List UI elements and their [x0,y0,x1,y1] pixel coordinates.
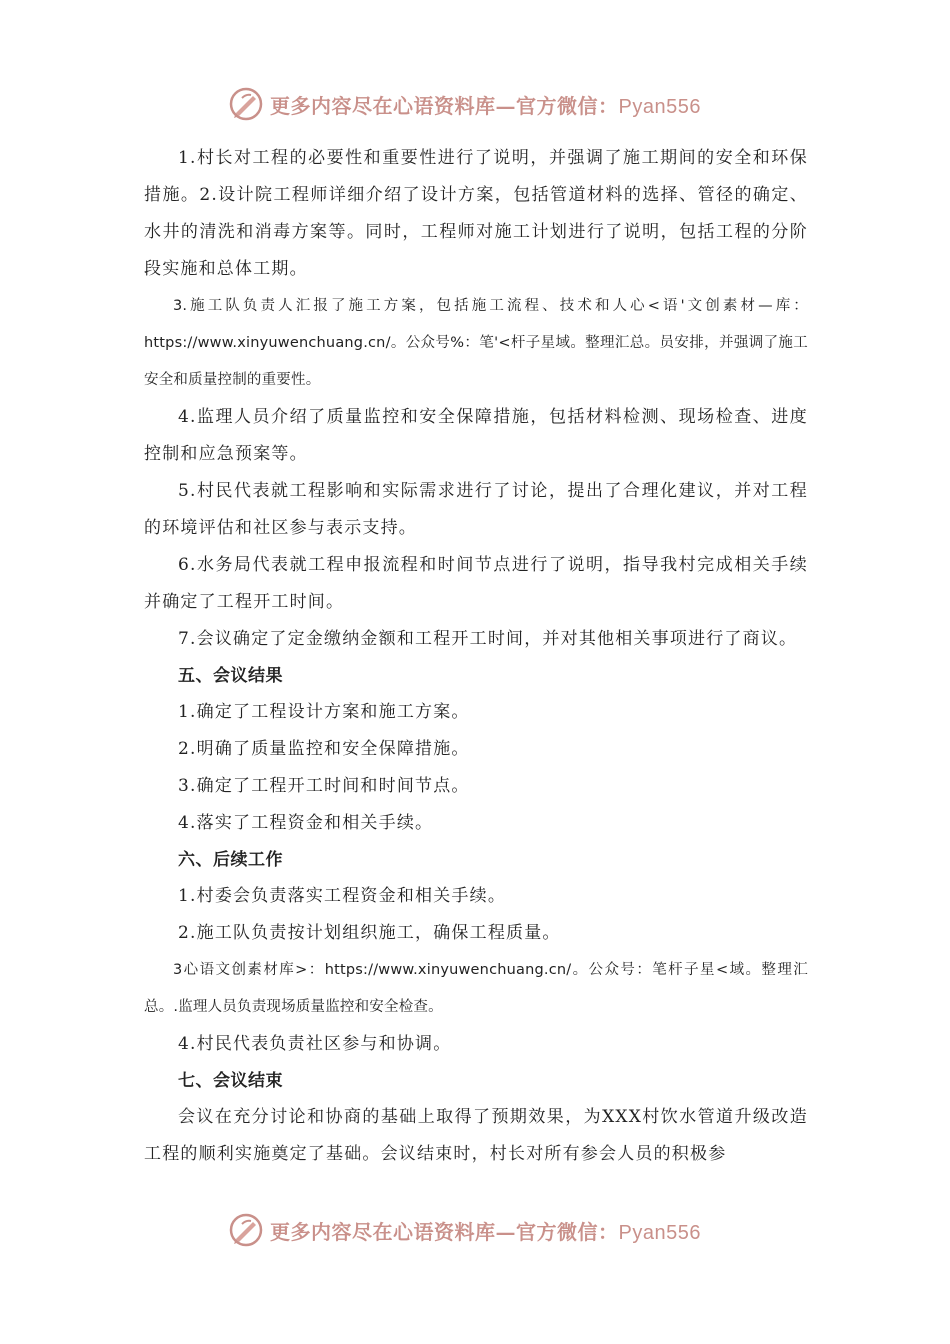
section-6-item-1: 1.村委会负责落实工程资金和相关手续。 [178,886,507,906]
pen-logo-icon [228,1212,264,1248]
paragraph-7: 7.会议确定了定金缴纳金额和工程开工时间，并对其他相关事项进行了商议。 [178,629,798,649]
section-6-title: 六、后续工作 [178,850,283,870]
paragraph-6: 6.水务局代表就工程申报流程和时间节点进行了说明，指导我村完成相关手续并确定了工程开工时间。 [144,555,808,612]
header-banner [228,84,748,124]
banner-handle: Pyan556 [618,95,701,118]
section-5-title: 五、会议结果 [178,666,283,686]
banner-text: 更多内容尽在心语资料库—官方微信：Pyan556 [270,1219,701,1244]
paragraph-1: 1.村长对工程的必要性和重要性进行了说明，并强调了施工期间的安全和环保措施。2.设计院工程师详细介绍了设计方案，包括管道材料的选择、管径的确定、水井的清洗和消毒方案等。同时，工程师对施工计划进行了说明，包括工程的分阶段实施和总体工期。 [144,148,808,279]
section-5-item-2: 2.明确了质量监控和安全保障措施。 [178,739,470,759]
footer-banner [228,1210,748,1250]
section-7-body: 会议在充分讨论和协商的基础上取得了预期效果，为XXX村饮水管道升级改造工程的顺利实施奠定了基础。会议结束时，村长对所有参会人员的积极参 [144,1107,808,1164]
paragraph-5: 5.村民代表就工程影响和实际需求进行了讨论，提出了合理化建议，并对工程的环境评估和社区参与表示支持。 [144,481,808,538]
section-6-item-3: 3心语文创素材库>：https://www.xinyuwenchuang.cn/。公众号：笔杆子星<域。整理汇总。.监理人员负责现场质量监控和安全检查。 [144,962,808,1015]
section-5-item-1: 1.确定了工程设计方案和施工方案。 [178,702,470,722]
section-5-item-3: 3.确定了工程开工时间和时间节点。 [178,776,470,796]
document-body [144,140,808,1173]
pen-logo-icon [228,86,264,122]
section-6-item-4: 4.村民代表负责社区参与和协调。 [178,1034,452,1054]
banner-text: 更多内容尽在心语资料库—官方微信：Pyan556 [270,93,701,118]
paragraph-3: 3.施工队负责人汇报了施工方案，包括施工流程、技术和人心<语'文创素材—库：https://www.xinyuwenchuang.cn/。公众号%：笔'<杆子星域。整理汇总。员安排，并强调了施工安全和质量控制的重要性。 [144,298,808,388]
section-7-title: 七、会议结束 [178,1071,283,1091]
section-5-item-4: 4.落实了工程资金和相关手续。 [178,813,434,833]
paragraph-4: 4.监理人员介绍了质量监控和安全保障措施，包括材料检测、现场检查、进度控制和应急预案等。 [144,407,808,464]
section-6-item-2: 2.施工队负责按计划组织施工，确保工程质量。 [178,923,561,943]
banner-handle: Pyan556 [618,1221,701,1244]
